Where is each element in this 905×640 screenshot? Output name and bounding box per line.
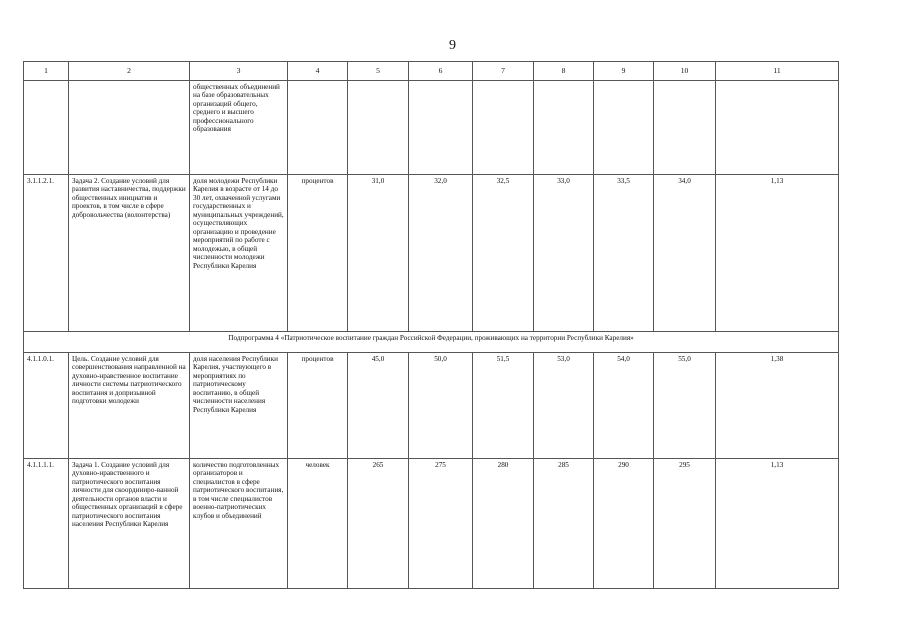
table-row — [24, 175, 839, 332]
subprogram-title: Подпрограмма 4 «Патриотическое воспитание граждан Российской Федерации, проживающих на территории Республики Карелия» — [24, 332, 839, 353]
column-header: 8 — [534, 62, 594, 81]
column-header: 6 — [409, 62, 473, 81]
cell-code: 4.1.1.0.1. — [24, 353, 69, 459]
indicators-table — [23, 61, 839, 589]
cell-value: 50,0 — [409, 353, 473, 459]
column-header: 1 — [24, 62, 69, 81]
cell-goal: Задача 1. Создание условий для духовно-нравственного и патриотического воспитания личности для скоординиро-ванной деятельности органов власти и общественных организаций в сфере патриотического воспитания населения Республики Карелия — [69, 459, 190, 589]
cell-value: 55,0 — [654, 353, 716, 459]
cell-value — [534, 81, 594, 175]
cell-value: 265 — [348, 459, 409, 589]
cell-value: 295 — [654, 459, 716, 589]
column-header: 2 — [69, 62, 190, 81]
cell-unit: процентов — [288, 353, 348, 459]
cell-ratio — [716, 81, 839, 175]
cell-value: 45,0 — [348, 353, 409, 459]
cell-value: 34,0 — [654, 175, 716, 332]
cell-ratio: 1,13 — [716, 459, 839, 589]
cell-unit: процентов — [288, 175, 348, 332]
cell-value: 51,5 — [473, 353, 534, 459]
cell-value: 290 — [594, 459, 654, 589]
column-header: 4 — [288, 62, 348, 81]
cell-value — [409, 81, 473, 175]
cell-value: 31,0 — [348, 175, 409, 332]
cell-value: 280 — [473, 459, 534, 589]
cell-value — [348, 81, 409, 175]
cell-value — [594, 81, 654, 175]
cell-ratio: 1,38 — [716, 353, 839, 459]
column-header: 11 — [716, 62, 839, 81]
cell-code: 3.1.1.2.1. — [24, 175, 69, 332]
cell-unit: человек — [288, 459, 348, 589]
column-header: 10 — [654, 62, 716, 81]
column-header-row — [24, 62, 839, 81]
cell-indicator: количество подготовленных организаторов и специалистов в сфере патриотического воспитания, в том числе специалистов военно-патриотических клубов и объединений — [190, 459, 288, 589]
table-row — [24, 459, 839, 589]
cell-indicator: доля населения Республики Карелия, участвующего в мероприятиях по патриотическому воспитанию, в общей численности населения Республики Карелия — [190, 353, 288, 459]
cell-ratio: 1,13 — [716, 175, 839, 332]
cell-value: 33,0 — [534, 175, 594, 332]
cell-value: 285 — [534, 459, 594, 589]
cell-value: 32,0 — [409, 175, 473, 332]
cell-value: 53,0 — [534, 353, 594, 459]
cell-indicator: доля молодежи Республики Карелия в возрасте от 14 до 30 лет, охваченной услугами государственных и муниципальных учреждений, осуществляющих организацию и проведение мероприятий по работе с молодежью, в общей численности молодежи Республики Карелия — [190, 175, 288, 332]
table-row — [24, 81, 839, 175]
cell-goal — [69, 81, 190, 175]
cell-unit — [288, 81, 348, 175]
cell-indicator: общественных объединений на базе образовательных организаций общего, среднего и высшего профессионального образования — [190, 81, 288, 175]
table-row — [24, 353, 839, 459]
cell-value — [473, 81, 534, 175]
cell-code — [24, 81, 69, 175]
cell-value: 32,5 — [473, 175, 534, 332]
page-number: 9 — [449, 38, 456, 53]
cell-code: 4.1.1.1.1. — [24, 459, 69, 589]
cell-value — [654, 81, 716, 175]
cell-goal: Задача 2. Создание условий для развития наставничества, поддержки общественных инициатив и проектов, в том числе в сфере добровольчества (волонтерства) — [69, 175, 190, 332]
cell-value: 33,5 — [594, 175, 654, 332]
cell-value: 275 — [409, 459, 473, 589]
column-header: 7 — [473, 62, 534, 81]
column-header: 5 — [348, 62, 409, 81]
cell-value: 54,0 — [594, 353, 654, 459]
cell-goal: Цель. Создание условий для совершенствования направленной на духовно-нравственное воспитание личности системы патриотического воспитания и допризывной подготовки молодежи — [69, 353, 190, 459]
column-header: 3 — [190, 62, 288, 81]
subprogram-row — [24, 332, 839, 353]
column-header: 9 — [594, 62, 654, 81]
